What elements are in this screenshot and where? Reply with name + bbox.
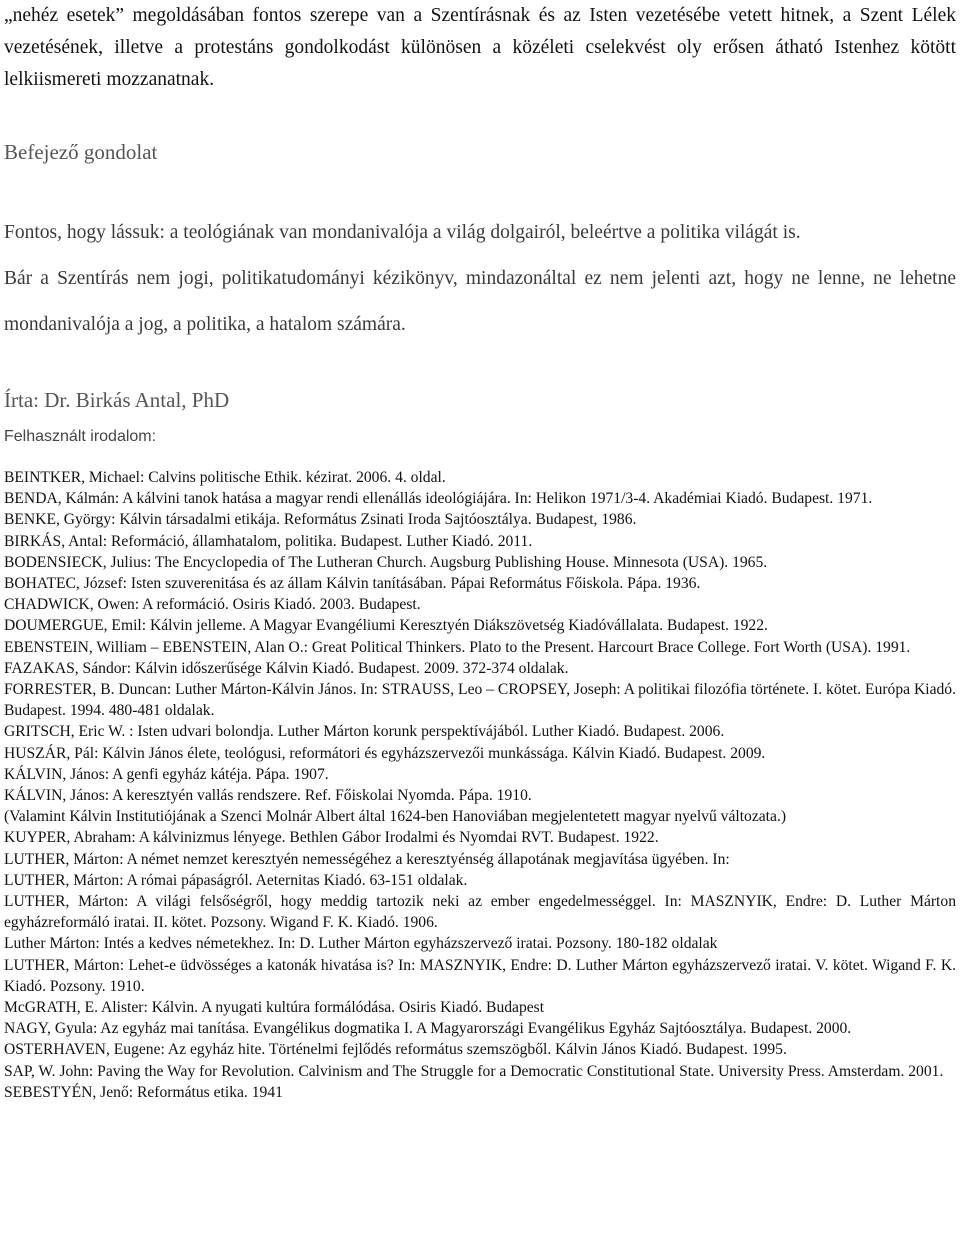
reference-item: LUTHER, Márton: Lehet-e üdvösséges a katonák hivatása is? In: MASZNYIK, Endre: D. Luther Márton egyházszervező iratai. V. kötet. Wigand F. K. Kiadó. Pozsony. 1910.: [4, 956, 956, 995]
reference-item: BEINTKER, Michael: Calvins politische Ethik. kézirat. 2006. 4. oldal.: [4, 469, 446, 486]
reference-item: FORRESTER, B. Duncan: Luther Márton-Kálvin János. In: STRAUSS, Leo – CROPSEY, Joseph: A politikai filozófia története. I. kötet. Európa Kiadó. Budapest. 1994. 480-481 oldalak.: [4, 681, 956, 720]
reference-item: LUTHER, Márton: A világi felsőségről, hogy meddig tartozik neki az ember engedelmességgel. In: MASZNYIK, Endre: D. Luther Márton egyházreformáló iratai. II. kötet. Pozsony. Wigand F. K. Kiadó. 1906.: [4, 893, 956, 932]
reference-item: BIRKÁS, Antal: Reformáció, államhatalom, politika. Budapest. Luther Kiadó. 2011.: [4, 532, 533, 550]
reference-item: LUTHER, Márton: A római pápaságról. Aeternitas Kiadó. 63-151 oldalak.: [4, 871, 468, 889]
intro-section: [4, 0, 956, 96]
conclusion-paragraph-2: Bár a Szentírás nem jogi, politikatudományi kézikönyv, mindazonáltal ez nem jelenti azt, hogy ne lenne, ne lehetne mondanivalója a jog, a politika, a hatalom számára.: [4, 268, 956, 335]
intro-paragraph: „nehéz esetek” megoldásában fontos szerepe van a Szentírásnak és az Isten vezetésébe vetett hitnek, a Szent Lélek vezetésének, illetve a protestáns gondolkodást különösen a közéleti cselekvést oly erősen átható Istenhez kötött lelkiismereti mozzanatnak.: [4, 5, 956, 90]
conclusion-paragraph-1: Fontos, hogy lássuk: a teológiának van mondanivalója a világ dolgairól, beleértve a politika világát is.: [4, 222, 801, 243]
reference-item: DOUMERGUE, Emil: Kálvin jelleme. A Magyar Evangéliumi Keresztyén Diákszövetség Kiadóvállalata. Budapest. 1922.: [4, 617, 768, 635]
references-title: Felhasznált irodalom:: [4, 428, 157, 445]
author-line: Írta: Dr. Birkás Antal, PhD: [4, 388, 230, 412]
reference-item: FAZAKAS, Sándor: Kálvin időszerűsége Kálvin Kiadó. Budapest. 2009. 372-374 oldalak.: [4, 659, 569, 677]
reference-item: KÁLVIN, János: A keresztyén vallás rendszere. Ref. Főiskolai Nyomda. Pápa. 1910.: [4, 787, 532, 805]
reference-item: HUSZÁR, Pál: Kálvin János élete, teológusi, reformátori és egyházszervezői munkássága. Kálvin Kiadó. Budapest. 2009.: [4, 744, 766, 762]
section-heading: Befejező gondolat: [4, 140, 158, 164]
reference-item: BODENSIECK, Julius: The Encyclopedia of The Lutheran Church. Augsburg Publishing House. Minnesota (USA). 1965.: [4, 553, 768, 571]
reference-item: BENKE, György: Kálvin társadalmi etikája. Református Zsinati Iroda Sajtóosztálya. Budapest, 1986.: [4, 511, 637, 529]
reference-item: SAP, W. John: Paving the Way for Revolution. Calvinism and The Struggle for a Democratic Constitutional State. University Press. Amsterdam. 2001.: [4, 1062, 944, 1080]
reference-item: EBENSTEIN, William – EBENSTEIN, Alan O.: Great Political Thinkers. Plato to the Present. Harcourt Brace College. Fort Worth (USA). 1991.: [4, 638, 911, 656]
reference-item: KUYPER, Abraham: A kálvinizmus lényege. Bethlen Gábor Irodalmi és Nyomdai RVT. Budapest. 1922.: [4, 829, 659, 847]
reference-item: (Valamint Kálvin Institutiójának a Szenci Molnár Albert által 1624-ben Hanoviában megjelentetett magyar nyelvű változata.): [4, 808, 787, 826]
reference-item: NAGY, Gyula: Az egyház mai tanítása. Evangélikus dogmatika I. A Magyarországi Evangélikus Egyház Sajtóosztálya. Budapest. 2000.: [4, 1020, 852, 1038]
reference-item: McGRATH, E. Alister: Kálvin. A nyugati kultúra formálódása. Osiris Kiadó. Budapest: [4, 999, 545, 1017]
reference-item: GRITSCH, Eric W. : Isten udvari bolondja. Luther Márton korunk perspektívájából. Luther Kiadó. Budapest. 2006.: [4, 723, 725, 741]
document-page: [4, 0, 956, 1119]
reference-item: BENDA, Kálmán: A kálvini tanok hatása a magyar rendi ellenállás ideológiájára. In: Helikon 1971/3-4. Akadémiai Kiadó. Budapest. 1971.: [4, 490, 873, 508]
reference-item: Luther Márton: Intés a kedves németekhez. In: D. Luther Márton egyházszervező iratai. Pozsony. 180-182 oldalak: [4, 935, 718, 953]
reference-item: SEBESTYÉN, Jenő: Református etika. 1941: [4, 1083, 283, 1101]
reference-item: KÁLVIN, János: A genfi egyház kátéja. Pápa. 1907.: [4, 765, 329, 783]
reference-item: BOHATEC, József: Isten szuverenitása és az állam Kálvin tanításában. Pápai Református Főiskola. Pápa. 1936.: [4, 575, 701, 593]
reference-item: CHADWICK, Owen: A reformáció. Osiris Kiadó. 2003. Budapest.: [4, 596, 421, 614]
conclusion-section: [4, 210, 956, 348]
reference-item: LUTHER, Márton: A német nemzet keresztyén nemességéhez a keresztyénség állapotának megjavítása ügyében. In:: [4, 850, 730, 868]
reference-item: OSTERHAVEN, Eugene: Az egyház hite. Történelmi fejlődés református szemszögből. Kálvin János Kiadó. Budapest. 1995.: [4, 1041, 787, 1059]
references-list: [4, 467, 956, 1103]
